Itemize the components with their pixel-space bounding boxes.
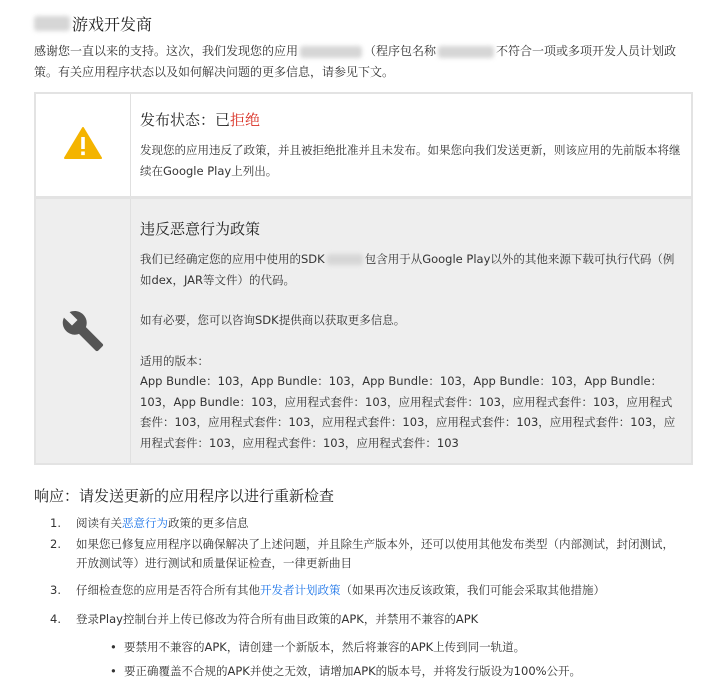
intro-text-3: 不符合一项或多项开发人员计划政策。有关应用程序状态以及如何解决问题的更多信息，请参见下文。 xyxy=(34,44,677,79)
card-divider xyxy=(130,94,131,196)
redacted-developer-name xyxy=(34,16,70,31)
step-4-text: 登录Play控制台并上传已修改为符合所有曲目政策的APK，并禁用不兼容的APK xyxy=(76,612,479,626)
step-number: 1. xyxy=(50,516,61,530)
step-2 xyxy=(34,535,684,573)
versions-label: 适用的版本： xyxy=(140,353,209,368)
step-number: 4. xyxy=(50,612,61,626)
card-divider xyxy=(130,199,131,463)
policy-body xyxy=(140,249,681,453)
step-number: 3. xyxy=(50,583,61,597)
step-2-text: 如果您已修复应用程序以确保解决了上述问题，并且除生产版本外，还可以使用其他发布类型（内部测试，封闭测试，开放测试等）进行测试和质量保证检查，一律更新曲目 xyxy=(76,537,674,570)
step-3 xyxy=(34,581,684,600)
response-steps xyxy=(34,514,684,637)
step-1-text-before: 阅读有关 xyxy=(76,516,122,530)
policy-title: 违反恶意行为政策 xyxy=(140,220,261,238)
policy-paragraph-1 xyxy=(140,249,681,290)
heading-title-suffix: 游戏开发商 xyxy=(72,15,153,34)
policy-p1-after: 包含用于从Google Play以外的其他来源下载可执行代码（例如dex，JAR等文件）的代码。 xyxy=(140,252,675,287)
step-number: 2. xyxy=(50,537,61,551)
page-heading xyxy=(34,12,152,35)
bullet-item: • 要正确覆盖不合规的APK并使之无效，请增加APK的版本号，并将发行版设为100%公开。 xyxy=(110,661,581,681)
intro-paragraph xyxy=(34,41,694,83)
redacted-app-name xyxy=(300,46,362,58)
malicious-behavior-policy-link[interactable]: 恶意行为 xyxy=(122,516,168,530)
step-1-text-after: 政策的更多信息 xyxy=(168,516,249,530)
status-badge: 拒绝 xyxy=(230,111,261,129)
step-4-bullets xyxy=(110,637,581,685)
step-3-text-after: （如果再次违反该政策，我们可能会采取其他措施） xyxy=(340,583,605,597)
step-3-text-before: 仔细检查您的应用是否符合所有其他 xyxy=(76,583,260,597)
response-title: 响应：请发送更新的应用程序以进行重新检查 xyxy=(34,487,335,505)
step-4 xyxy=(34,610,684,629)
policy-paragraph-2: 如有必要，您可以咨询SDK提供商以获取更多信息。 xyxy=(140,313,406,327)
status-card xyxy=(34,92,693,198)
status-title-prefix: 发布状态：已 xyxy=(140,111,231,129)
bullet-item: • 要禁用不兼容的APK，请创建一个新版本，然后将兼容的APK上传到同一轨道。 xyxy=(110,637,581,657)
policy-card xyxy=(34,197,693,465)
intro-text-2: （程序包名称 xyxy=(364,44,437,58)
redacted-sdk-name xyxy=(327,254,363,265)
versions-list: App Bundle：103，App Bundle：103，App Bundle：103，App Bundle：103，App Bundle：103，App Bundle：103，应用程式套件：103，应用程式套件：103，应用程式套件：103，应用程式套件：103，应用程式套件：103，应用程式套件：103，应用程式套件：103，应用程式套件：103，应用程式套件：103，应用程式套件：103，应用程式套件：103 xyxy=(140,374,676,450)
intro-text-1: 感谢您一直以来的支持。这次，我们发现您的应用 xyxy=(34,44,299,58)
policy-p1-before: 我们已经确定您的应用中使用的SDK xyxy=(140,252,325,266)
step-1 xyxy=(34,514,684,533)
warning-triangle-icon xyxy=(63,126,103,160)
status-body: 发现您的应用违反了政策，并且被拒绝批准并且未发布。如果您向我们发送更新，则该应用的先前版本将继续在Google Play上列出。 xyxy=(140,143,681,178)
wrench-icon xyxy=(61,309,105,353)
redacted-package-name xyxy=(438,46,494,58)
developer-program-policy-link[interactable]: 开发者计划政策 xyxy=(260,583,341,597)
status-title xyxy=(140,108,681,132)
